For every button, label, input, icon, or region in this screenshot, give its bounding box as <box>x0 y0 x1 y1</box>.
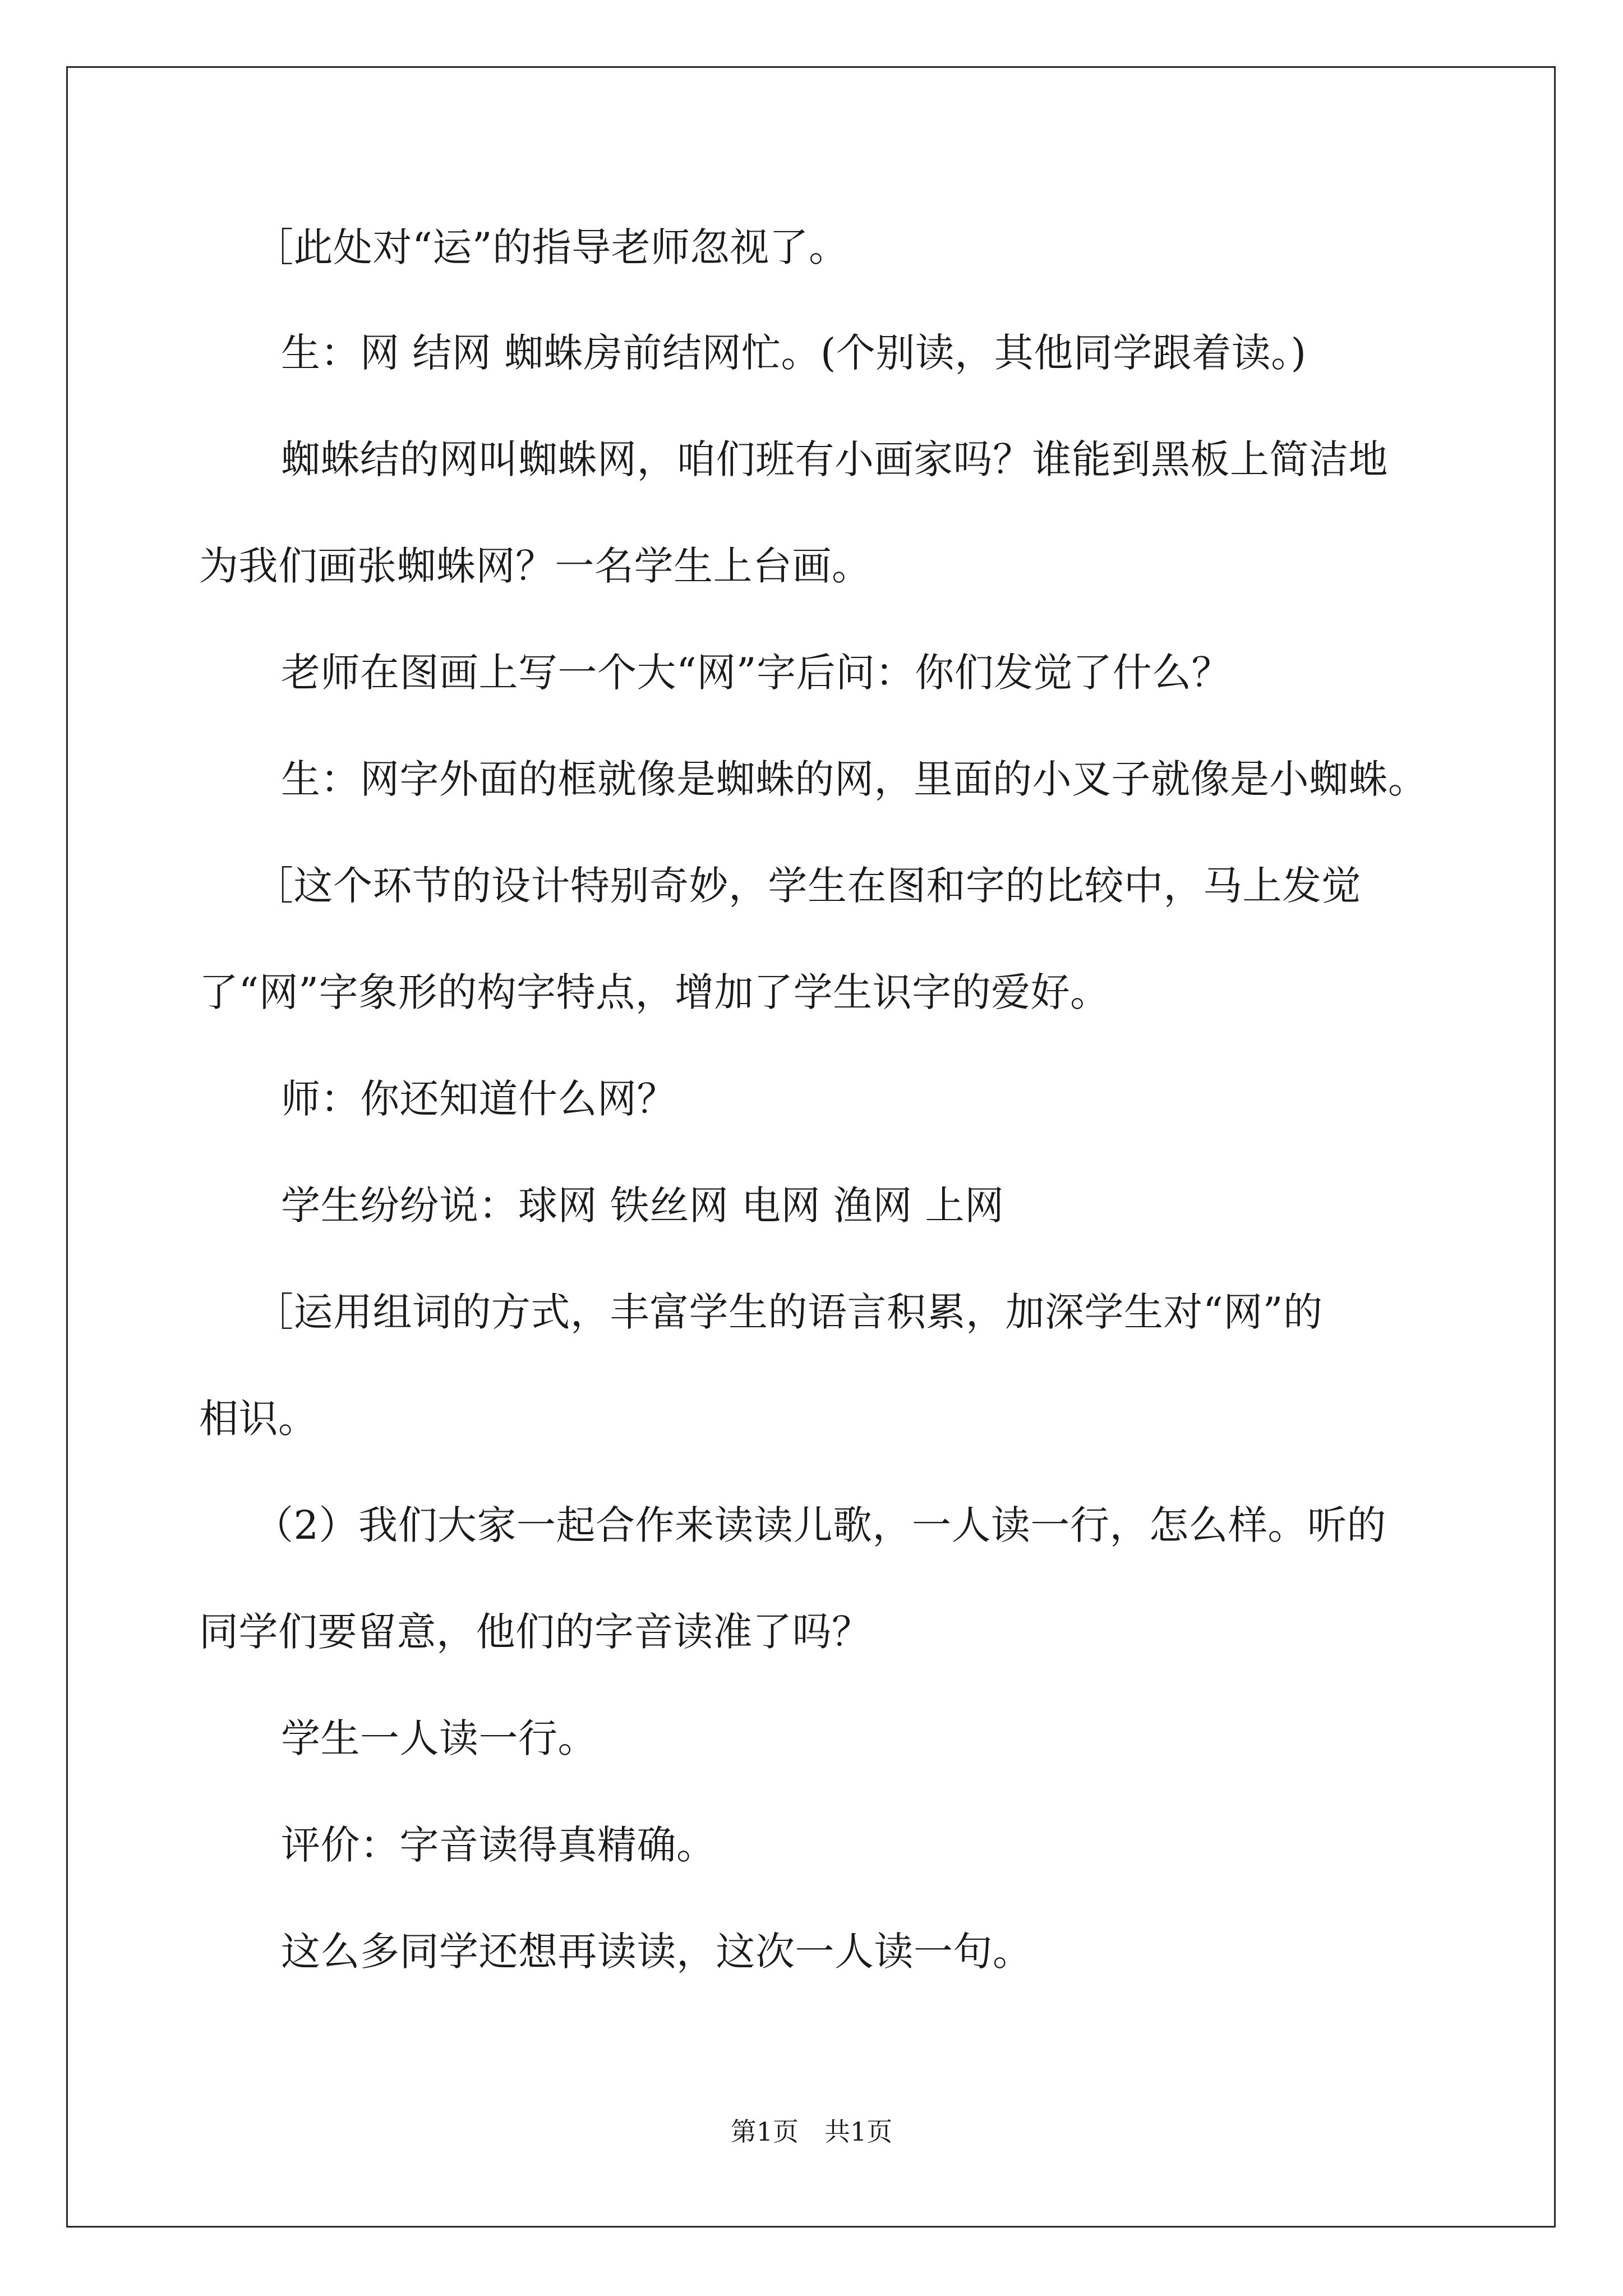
text-line: 师：你还知道什么网？ <box>281 1076 676 1122</box>
text-line: 这么多同学还想再读读，这次一人读一句。 <box>281 1929 1032 1975</box>
text-line: ［这个环节的设计特别奇妙，学生在图和字的比较中，马上发觉 <box>254 863 1361 909</box>
text-line: （2）我们大家一起合作来读读儿歌，一人读一行，怎么样。听的 <box>254 1502 1387 1548</box>
text-line: ［此处对“运”的指导老师忽视了。 <box>254 224 849 270</box>
text-line: 了“网”字象形的构字特点，增加了学生识字的爱好。 <box>199 969 1110 1015</box>
text-line: ［运用组词的方式，丰富学生的语言积累，加深学生对“网”的 <box>254 1289 1323 1335</box>
text-line: 蜘蛛结的网叫蜘蛛网，咱们班有小画家吗？谁能到黑板上简洁地 <box>281 436 1388 482</box>
text-line: 学生一人读一行。 <box>281 1715 597 1761</box>
text-line: 同学们要留意，他们的字音读准了吗？ <box>199 1609 872 1655</box>
page-number: 第1页 共1页 <box>730 2116 893 2147</box>
text-line: 评价：字音读得真精确。 <box>281 1822 716 1868</box>
text-line: 生：网字外面的框就像是蜘蛛的网，里面的小叉子就像是小蜘蛛。 <box>281 756 1428 802</box>
page-border <box>66 66 1556 2228</box>
text-line: 为我们画张蜘蛛网？一名学生上台画。 <box>199 543 872 589</box>
text-line: 学生纷纷说：球网 铁丝网 电网 渔网 上网 <box>281 1182 1004 1228</box>
text-line: 生：网 结网 蜘蛛房前结网忙。(个别读，其他同学跟着读。) <box>281 330 1307 376</box>
text-line: 老师在图画上写一个大“网”字后问：你们发觉了什么？ <box>281 650 1232 696</box>
text-line: 相识。 <box>199 1396 318 1442</box>
